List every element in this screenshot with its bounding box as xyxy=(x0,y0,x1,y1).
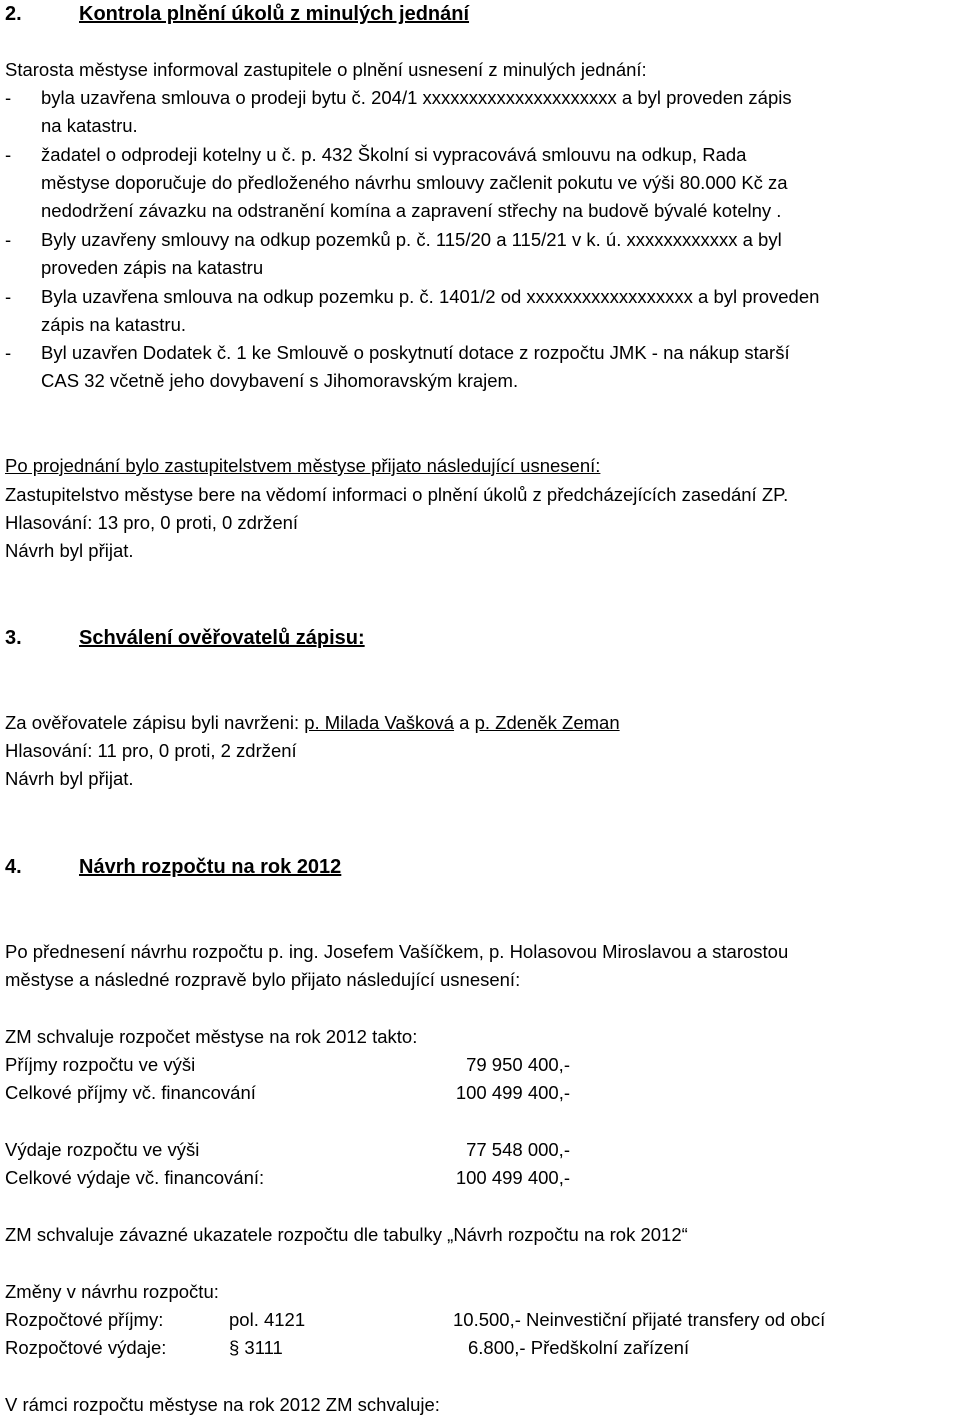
list-dash: - xyxy=(5,342,12,363)
changes-heading: Změny v návrhu rozpočtu: xyxy=(5,1281,219,1302)
budget-row-value: 100 499 400,- xyxy=(455,1167,570,1188)
change-code: pol. 4121 xyxy=(229,1309,306,1330)
list-item-cont: proveden zápis na katastru xyxy=(41,257,264,278)
list-item-cont: nedodržení závazku na odstranění komína a zapravení střechy na budově bývalé kotelny . xyxy=(41,200,782,221)
list-item-cont: CAS 32 včetně jeho dovybavení s Jihomoravským krajem. xyxy=(41,370,519,391)
list-dash: - xyxy=(5,144,12,165)
change-code: § 3111 xyxy=(229,1337,283,1358)
vote-result: Hlasování: 11 pro, 0 proti, 2 zdržení xyxy=(5,740,297,761)
budget-row-value: 77 548 000,- xyxy=(466,1139,570,1160)
proposal-result: Návrh byl přijat. xyxy=(5,540,134,561)
budget-row-value: 79 950 400,- xyxy=(466,1054,570,1075)
list-item-cont: na katastru. xyxy=(41,115,138,136)
list-item: Byly uzavřeny smlouvy na odkup pozemků p. č. 115/20 a 115/21 v k. ú. xxxxxxxxxxxx a byl xyxy=(41,229,782,250)
section-3-number: 3. xyxy=(5,627,22,649)
list-item-cont: zápis na katastru. xyxy=(41,314,186,335)
list-item: Byl uzavřen Dodatek č. 1 ke Smlouvě o poskytnutí dotace z rozpočtu JMK - na nákup starší xyxy=(41,342,790,363)
verifier-1: p. Milada Vašková xyxy=(304,712,455,733)
verifier-2: p. Zdeněk Zeman xyxy=(474,712,620,733)
list-item: byla uzavřena smlouva o prodeji bytu č. 204/1 xxxxxxxxxxxxxxxxxxxxx a byl proveden zápis xyxy=(41,87,792,108)
budget-row-label: Celkové výdaje vč. financování: xyxy=(5,1167,265,1188)
list-dash: - xyxy=(5,229,12,250)
section-2-intro: Starosta městyse informoval zastupitele o plnění usnesení z minulých jednání: xyxy=(5,59,647,80)
verifiers-prefix: Za ověřovatele zápisu byli navrženi: xyxy=(5,712,305,733)
budget-intro: Po přednesení návrhu rozpočtu p. ing. Josefem Vašíčkem, p. Holasovou Miroslavou a starostou xyxy=(5,941,789,962)
section-2-title: Kontrola plnění úkolů z minulých jednání xyxy=(79,3,470,25)
resolution-text: Zastupitelstvo městyse bere na vědomí informaci o plnění úkolů z předcházejících zasedání ZP. xyxy=(5,484,789,505)
change-label: Rozpočtové příjmy: xyxy=(5,1309,164,1330)
verifiers-joiner: a xyxy=(454,712,475,733)
binding-indicators: ZM schvaluje závazné ukazatele rozpočtu dle tabulky „Návrh rozpočtu na rok 2012“ xyxy=(5,1224,688,1245)
change-label: Rozpočtové výdaje: xyxy=(5,1337,167,1358)
budget-heading: ZM schvaluje rozpočet městyse na rok 2012 takto: xyxy=(5,1026,418,1047)
list-item: Byla uzavřena smlouva na odkup pozemku p. č. 1401/2 od xxxxxxxxxxxxxxxxxx a byl proveden xyxy=(41,286,820,307)
budget-row-value: 100 499 400,- xyxy=(455,1082,570,1103)
budget-row-label: Výdaje rozpočtu ve výši xyxy=(5,1139,200,1160)
proposal-result: Návrh byl přijat. xyxy=(5,768,134,789)
final-statement: V rámci rozpočtu městyse na rok 2012 ZM schvaluje: xyxy=(5,1394,440,1415)
section-4-number: 4. xyxy=(5,856,22,878)
list-item-cont: městyse doporučuje do předloženého návrhu smlouvy začlenit pokutu ve výši 80.000 Kč za xyxy=(41,172,788,193)
verifiers-proposal xyxy=(5,714,620,733)
change-text: 6.800,- Předškolní zařízení xyxy=(468,1337,690,1358)
list-dash: - xyxy=(5,286,12,307)
vote-result: Hlasování: 13 pro, 0 proti, 0 zdržení xyxy=(5,512,299,533)
resolution-heading: Po projednání bylo zastupitelstvem městyse přijato následující usnesení: xyxy=(5,455,601,476)
change-text: 10.500,- Neinvestiční přijaté transfery od obcí xyxy=(453,1309,826,1330)
section-2-number: 2. xyxy=(5,3,22,25)
list-dash: - xyxy=(5,87,12,108)
budget-row-label: Příjmy rozpočtu ve výši xyxy=(5,1054,196,1075)
section-3-title: Schválení ověřovatelů zápisu: xyxy=(79,627,365,649)
section-4-title: Návrh rozpočtu na rok 2012 xyxy=(79,856,342,878)
budget-intro-cont: městyse a následné rozpravě bylo přijato následující usnesení: xyxy=(5,969,521,990)
list-item: žadatel o odprodeji kotelny u č. p. 432 Školní si vypracovává smlouvu na odkup, Rada xyxy=(41,144,747,165)
budget-row-label: Celkové příjmy vč. financování xyxy=(5,1082,256,1103)
